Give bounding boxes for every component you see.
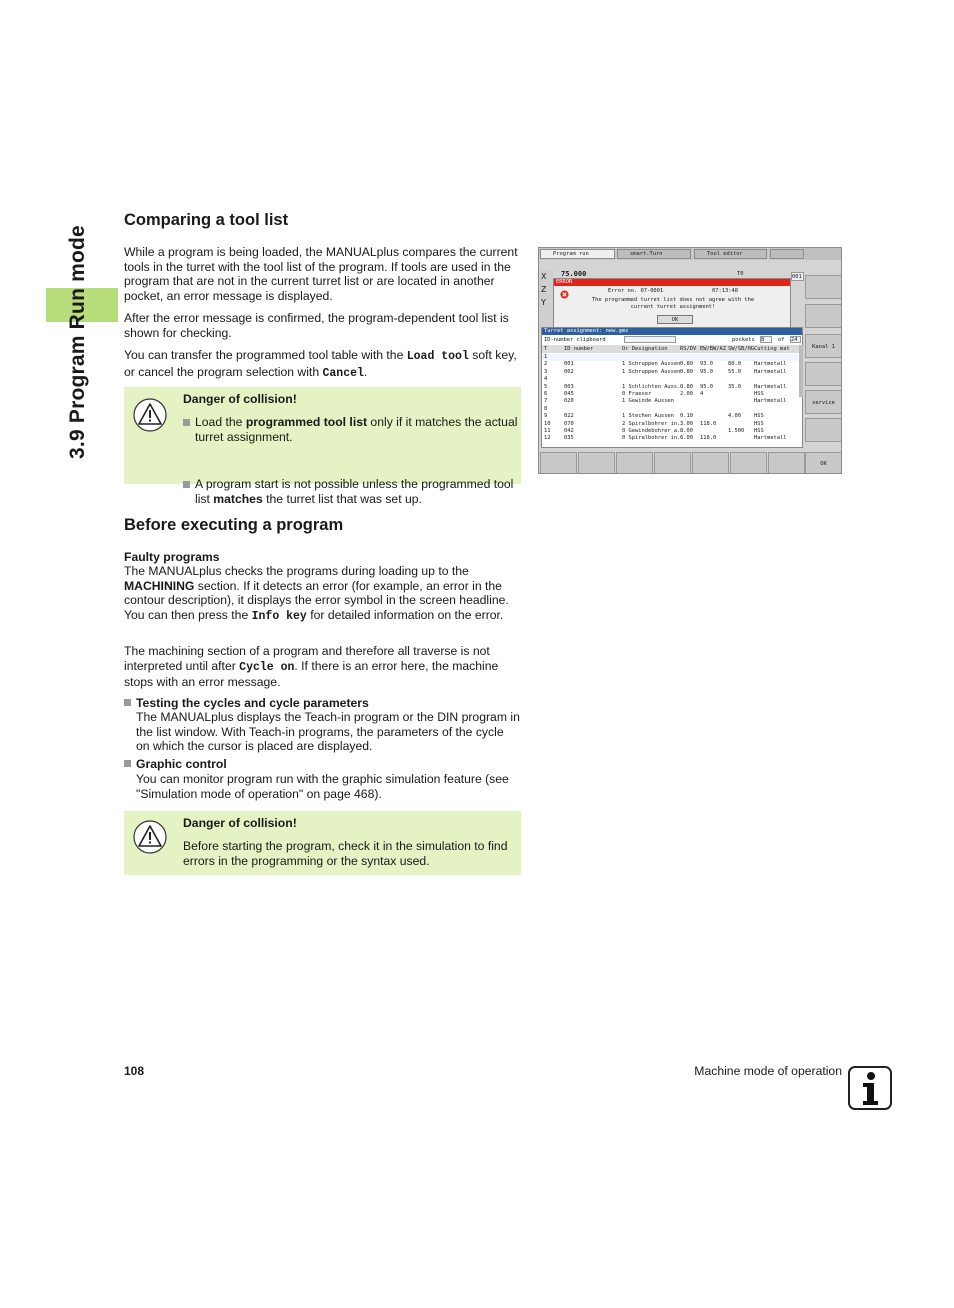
of-label: of	[778, 337, 785, 343]
axis-label: Y	[541, 298, 546, 307]
tool-table-cell: 0.10	[680, 413, 693, 420]
tool-table-cell: 35.0	[728, 383, 741, 390]
tool-table-row[interactable]	[542, 391, 798, 398]
tab-program-run[interactable]: Program run	[540, 249, 615, 259]
tool-table-cell: 045	[564, 391, 574, 397]
error-message: The programmed turret list does not agree with the	[591, 297, 755, 303]
header-right	[805, 248, 842, 260]
tool-table-cell: Hartmetall	[754, 383, 787, 390]
ok-softkey[interactable]: OK	[805, 452, 842, 474]
tool-table-header: T ID number Or Designation RS/DV EW/BW/AZ SW/SB/HG Cutting mat	[542, 345, 802, 353]
tool-table-row[interactable]	[542, 354, 798, 361]
turret-assignment-title: Turret assignment: new.gmz	[542, 328, 802, 335]
tool-table-scrollbar[interactable]	[799, 345, 803, 397]
softkey[interactable]	[692, 452, 729, 474]
warning-box	[124, 387, 521, 506]
list-item-title: Testing the cycles and cycle parameters	[124, 696, 369, 711]
tool-table-cell: 3.00	[680, 420, 693, 427]
load-tool-softkey-name: Load tool	[406, 350, 469, 363]
warning-bullet: A program start is not possible unless the programmed tool list matches the turret list that was set up.	[183, 477, 525, 506]
tool-table-cell: 0.80	[680, 368, 693, 375]
tool-table-cell: 2.00	[680, 391, 693, 397]
tool-table-cell: 0.80	[680, 361, 693, 368]
tool-table-row[interactable]	[542, 421, 798, 428]
warning-bullet: Load the programmed tool list only if it matches the actual turret assignment.	[183, 415, 525, 444]
tool-table-cell: 55.0	[728, 368, 741, 375]
tool-table-cell: 11	[544, 428, 551, 434]
tool-table-cell: 95.0	[700, 383, 713, 390]
list-item-text: You can monitor program run with the graphic simulation feature (see "Simulation mode of operation" on page 468).	[136, 772, 509, 801]
softkey[interactable]	[616, 452, 653, 474]
right-softkey[interactable]	[805, 362, 842, 386]
footer-section-title: Machine mode of operation	[694, 1064, 842, 1078]
pockets-value: 8	[760, 336, 772, 343]
warning-triangle-icon	[133, 820, 167, 854]
tool-table-cell: 12	[544, 435, 551, 442]
x-position-value: 75.000	[561, 270, 587, 278]
tool-table-cell: Hartmetall	[754, 435, 787, 442]
info-key-name: Info key	[251, 609, 307, 623]
tab-misc[interactable]	[770, 249, 804, 259]
tool-table-row[interactable]	[542, 413, 798, 420]
tool-table-cell: 1	[544, 354, 548, 360]
info-icon	[848, 1066, 892, 1110]
tool-table-cell: 95.0	[700, 368, 713, 375]
tool-table-cell: 6	[544, 391, 548, 397]
tool-softkey[interactable]	[805, 418, 842, 442]
tool-table-cell: 002	[564, 368, 574, 375]
tab-smart-turn[interactable]: smart.Turn	[617, 249, 691, 259]
page-number: 108	[124, 1064, 145, 1078]
tool-table-cell: 2	[544, 361, 548, 368]
tool-table-row[interactable]	[542, 435, 798, 442]
tool-table-cell: HSS	[754, 428, 764, 434]
axis-label: Z	[541, 285, 547, 294]
paragraph: The MANUALplus checks the programs during loading up to the MACHINING section. If it detects an error (for example, an error in the contour description), it displays the error symbol in the screen headline. You can then press the Info key for detailed information on the error.	[124, 564, 509, 623]
side-tab-title: 3.9 Program Run mode	[66, 225, 89, 459]
tool-table-cell: 118.0	[700, 420, 717, 427]
softkey[interactable]	[654, 452, 691, 474]
error-header: ERROR	[554, 279, 790, 286]
tool-table-cell: 93.0	[700, 361, 713, 368]
tool-table-row[interactable]	[542, 428, 798, 435]
tool-table-cell: 8.00	[680, 428, 693, 434]
tool-table-cell: 4	[544, 376, 548, 383]
clipboard-label: ID-number clipboard	[544, 337, 606, 343]
list-item-title: Graphic control	[124, 757, 227, 772]
tool-table-cell: 0 Spiralbohrer in..	[622, 435, 684, 442]
clipboard-field[interactable]	[624, 336, 676, 343]
softkey[interactable]	[578, 452, 615, 474]
tool-table-cell: 4.00	[728, 413, 741, 420]
tool-table-cell: 042	[564, 428, 574, 434]
cancel-softkey-name: Cancel	[322, 366, 364, 380]
tool-table-cell: 1.500	[728, 428, 745, 434]
tool-table-cell: 7	[544, 398, 548, 405]
channel-softkey[interactable]: Kanal 1	[805, 334, 842, 358]
tool-table-cell: 0 Fraeser	[622, 391, 652, 397]
error-ok-button[interactable]: OK	[657, 315, 693, 324]
tool-table-cell: 1 Schruppen Aussen	[622, 368, 681, 375]
subheading-faulty-programs: Faulty programs	[124, 550, 220, 564]
service-softkey[interactable]: service	[805, 390, 842, 414]
tool-table-cell: 2 Spiralbohrer in..	[622, 420, 684, 427]
mode-tab-bar	[539, 248, 805, 260]
warning-box	[124, 811, 521, 875]
tool-table-cell: 6.00	[680, 435, 693, 442]
tool-table-cell: 1 Schruppen Aussen	[622, 361, 681, 368]
section-heading-comparing: Comparing a tool list	[124, 211, 289, 229]
tool-table-cell: 035	[564, 435, 574, 442]
tool-table-cell: HSS	[754, 413, 764, 420]
tool-table-cell: Hartmetall	[754, 398, 787, 405]
pocket-count-value: 24	[790, 336, 801, 343]
paragraph: The machining section of a program and therefore all traverse is not interpreted until after Cycle on. If there is an error here, the machine stops with an error message.	[124, 644, 499, 689]
tool-table-row[interactable]	[542, 361, 798, 368]
tool-table-cell: 9	[544, 413, 548, 420]
tool-table-cell: 118.0	[700, 435, 717, 442]
tool-table-row[interactable]	[542, 398, 798, 405]
turret-assignment-window	[541, 327, 803, 448]
tool-table-cell: Hartmetall	[754, 368, 787, 375]
warning-title: Danger of collision!	[183, 816, 297, 830]
tool-table-cell: 1 Gewinde Aussen	[622, 398, 674, 405]
error-time: 07:13:48	[712, 288, 738, 294]
tool-table-row[interactable]	[542, 384, 798, 391]
softkey[interactable]	[540, 452, 577, 474]
softkey[interactable]	[768, 452, 805, 474]
tool-table-row[interactable]	[542, 376, 798, 383]
section-heading-before-executing: Before executing a program	[124, 516, 344, 534]
axis-panel	[539, 270, 553, 330]
tool-table-row[interactable]	[542, 406, 798, 413]
right-softkey[interactable]	[805, 275, 842, 299]
t-label: T0	[737, 271, 744, 277]
softkey[interactable]	[730, 452, 767, 474]
list-item-text: The MANUALplus displays the Teach-in program or the DIN program in the list window. With Teach-in programs, the parameters of the cycle on which the cursor is placed are displayed.	[136, 710, 520, 753]
warning-triangle-icon	[133, 398, 167, 432]
tool-table-cell: HSS	[754, 391, 764, 397]
error-number: Error no. 07-0001	[608, 288, 664, 294]
tool-table-cell: 070	[564, 420, 574, 427]
tool-table-cell: 4	[700, 391, 704, 397]
tool-table-cell: 0 Gewindebohrer a..	[622, 428, 684, 434]
tool-table-cell: 3	[544, 368, 548, 375]
tool-table-cell: 001	[564, 361, 574, 368]
paragraph: You can transfer the programmed tool table with the Load tool soft key, or cancel the program selection with Cancel.	[124, 348, 517, 380]
cycle-on-key-name: Cycle on	[239, 660, 295, 674]
t-value: 001	[791, 272, 804, 281]
axis-label: X	[541, 272, 547, 281]
error-dialog	[553, 278, 791, 328]
manualplus-screenshot	[538, 247, 842, 474]
tool-table-cell: 1 Schlichten Auss..	[622, 383, 684, 390]
warning-title: Danger of collision!	[183, 392, 297, 406]
pockets-label: pockets	[732, 337, 755, 343]
tool-table-cell: 0.80	[680, 383, 693, 390]
tool-table-cell: 5	[544, 383, 548, 390]
tool-table-cell: 022	[564, 413, 574, 420]
right-softkey[interactable]	[805, 304, 842, 328]
tool-table-cell: HSS	[754, 420, 764, 427]
tool-table-row[interactable]	[542, 369, 798, 376]
tab-tool-editor[interactable]: Tool editor	[694, 249, 767, 259]
tool-table-cell: Hartmetall	[754, 361, 787, 368]
tool-table-cell: 8	[544, 405, 548, 412]
warning-text: Before starting the program, check it in the simulation to find errors in the programming or the syntax used.	[183, 839, 508, 868]
error-message: current turret assignment!	[630, 304, 716, 310]
tool-table-cell: 020	[564, 398, 574, 405]
paragraph: After the error message is confirmed, the program-dependent tool list is shown for checking.	[124, 311, 509, 340]
paragraph: While a program is being loaded, the MANUALplus compares the current tools in the turret with the tool list of the program. If tools are used in the program that are not in the current turret list or are located in another pocket, an error message is displayed.	[124, 245, 518, 303]
tool-table-cell: 10	[544, 420, 551, 427]
tool-table-cell: 80.0	[728, 361, 741, 368]
tool-table-cell: 1 Stechen Aussen	[622, 413, 674, 420]
tool-table-cell: 003	[564, 383, 574, 390]
